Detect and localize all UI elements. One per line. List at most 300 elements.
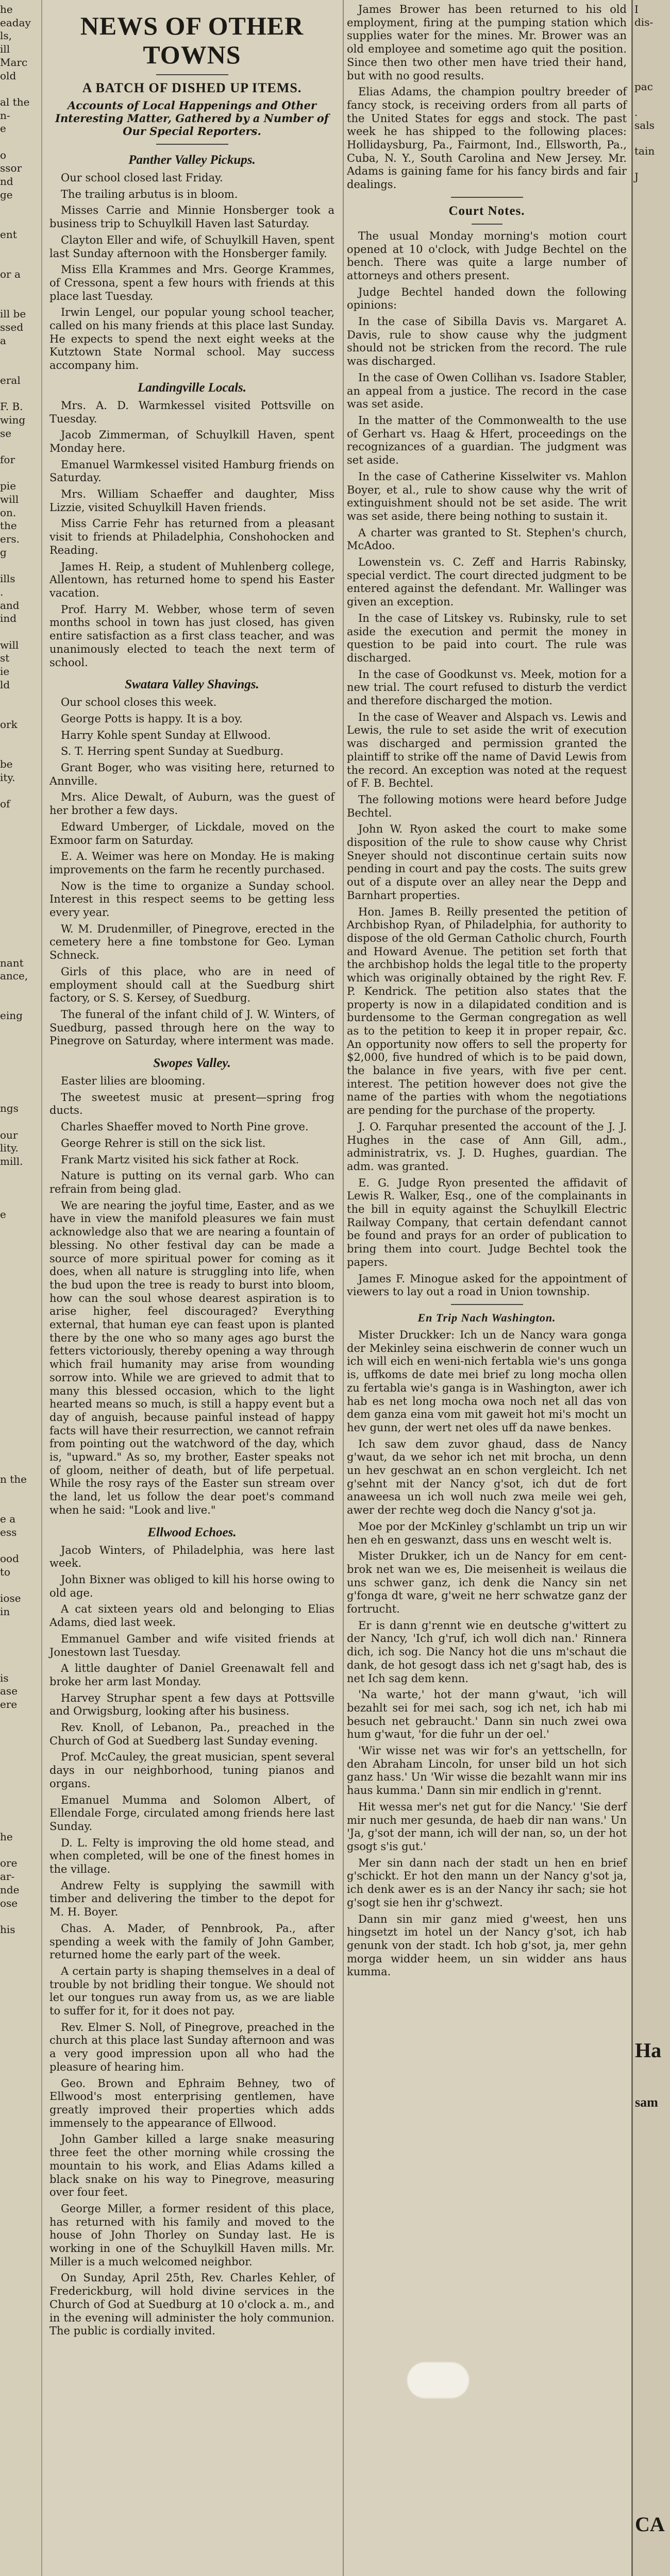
edge-fragment-line [634,1819,670,1832]
left-fragment-line [0,784,41,798]
edge-fragment-line [634,1175,670,1188]
left-fragment-line: he [0,1831,13,1843]
paragraph: George Potts is happy. It is a boy. [61,712,243,725]
edge-fragment-line [634,1703,670,1716]
edge-fragment-line [634,1033,670,1046]
paragraph: In the matter of the Commonwealth to the use of Gerhart vs. Haag & Hfert, proceedings on the recognizances of a guardian. The judgment was set aside. [347,414,627,467]
left-fragment-line [0,1076,41,1089]
edge-fragment-line [634,2373,670,2386]
left-fragment-line [0,1499,41,1513]
left-fragment-line [0,1724,41,1738]
left-fragment-line: nd [0,175,13,188]
court-notes-body [344,230,630,1299]
edge-fragment-line [634,1549,670,1562]
edge-fragment-line [634,1832,670,1845]
edge-fragment-line: . [634,106,638,118]
edge-fragment-line [634,634,670,647]
left-fragment-line [0,82,41,96]
edge-fragment-line [634,982,670,995]
left-fragment-line: . [0,585,4,598]
edge-fragment-line [634,1265,670,1278]
left-fragment-line [0,467,41,480]
left-fragment-line: ill [0,43,10,56]
paragraph: Elias Adams, the champion poultry breeder of fancy stock, is receiving orders from all parts of the United States for eggs and stock. The past week he has shipped to the following places: Hollidaysburg, Pa., Fairmont, Ind., Ellsworth, Pa., Cuba, N. Y., South Carolina and New Jersey. Mr. Adams is gaining fame for his fancy birds and fair dealings. [347,86,627,191]
left-fragment-line [0,1023,41,1036]
edge-fragment-line [634,737,670,750]
paragraph: Prof. Harry M. Webber, whose term of seven months school in town has just closed, has given entire satisfaction as a first class teacher, and was unanimously elected to teach the next term of school. [49,603,334,669]
left-fragment-line [0,1486,41,1500]
left-fragment-line [0,215,41,228]
edge-fragment-line [634,312,670,325]
edge-ad-fragment: Ha [635,2039,662,2062]
paragraph: Emanuel Warmkessel visited Hamburg friends on Saturday. [49,458,334,484]
left-fragment-line: wing [0,413,26,426]
paragraph: John Bixner was obliged to kill his horse owing to old age. [49,1573,334,1599]
left-fragment-line [0,135,41,149]
left-fragment-line [0,692,41,705]
left-fragment-line: is [0,1671,9,1684]
left-fragment-line: e [0,122,6,135]
edge-fragment-line [634,1793,670,1806]
edge-fragment-line [634,1433,670,1446]
edge-fragment-line [634,1768,670,1781]
edge-fragment-line [634,67,670,80]
paragraph: Miss Ella Krammes and Mrs. George Krammes, of Cressona, spent a few hours with friends at this place last Tuesday. [49,263,334,302]
edge-fragment-line [634,2231,670,2244]
edge-fragment-line [634,1021,670,1033]
edge-fragment-line: sals [634,119,655,131]
left-fragment-line: ge [0,188,13,201]
edge-fragment-line [634,1343,670,1355]
edge-fragment-line [634,673,670,686]
divider [156,144,228,145]
edge-fragment-line [634,815,670,827]
left-fragment-line [0,705,41,718]
paragraph: Hon. James B. Reilly presented the petition of Archbishop Ryan, of Philadelphia, for authority to dispose of the old German Catholic church, Fourth and Howard Avenue. The petition set forth that the archbishop holds the legal title to the property which was originally obtained by the right Rev. F. P. Kendrick. The petition also states that the property is now in a dilapidated condition and is burdensome to the German congregation as well as to the petition to keep it in proper repair, &c. An opportunity now offers to sell the property for $2,000, five hundred of which is to be paid down, the balance in five years, with five per cent. interest. The petition however does not give the name of the parties with whom the negotiations are pending for the purchase of the property. [347,905,627,1117]
left-fragment-line: ess [0,1526,17,1538]
left-fragment-line [0,1354,41,1367]
paragraph: Miss Carrie Fehr has returned from a pleasant visit to friends at Philadelphia, Conshohocken and Reading. [49,517,334,556]
edge-fragment-line [634,2128,670,2141]
left-fragment-line: al the [0,95,30,108]
edge-fragment-line [634,222,670,235]
left-fragment-line [0,864,41,877]
left-column-fragment [0,0,42,2576]
left-fragment-line [0,1222,41,1235]
edge-fragment-line [634,1252,670,1265]
left-fragment-line: n- [0,109,10,122]
edge-fragment-line [634,1149,670,1162]
section-title: Landingville Locals. [137,380,247,395]
edge-fragment-line [634,1716,670,1729]
left-fragment-line: eral [0,374,21,386]
edge-fragment-line [634,2309,670,2321]
edge-fragment-line: pac [634,80,653,93]
left-fragment-line [0,1804,41,1818]
divider [156,74,228,75]
divider [451,1304,523,1305]
trip-body [344,1329,630,1979]
edge-fragment-line [634,1098,670,1111]
edge-fragment-line: I [634,3,639,15]
edge-fragment-line [634,1652,670,1665]
edge-fragment-line [634,2283,670,2296]
edge-fragment-line [634,1536,670,1549]
edge-fragment-line [634,158,670,171]
left-fragment-line: or a [0,268,21,281]
edge-fragment-line [634,364,670,377]
left-fragment-line [0,1287,41,1301]
edge-fragment-line [634,583,670,596]
edge-fragment-line [634,1085,670,1098]
edge-fragment-line: J [634,171,639,183]
left-fragment-line [0,1301,41,1314]
paragraph: The sweetest music at present—spring frog ducts. [49,1091,334,1117]
edge-fragment-line [634,1845,670,1858]
edge-fragment-line [634,724,670,737]
edge-fragment-line [634,467,670,480]
left-fragment-line: g [0,546,7,558]
edge-fragment-line [634,544,670,557]
paragraph: Girls of this place, who are in need of employment should call at the Suedburg shirt factory, or S. S. Kersey, of Suedburg. [49,965,334,1005]
left-fragment-line [0,560,41,573]
edge-fragment-line [634,1227,670,1240]
left-fragment-line: to [0,1565,11,1578]
edge-fragment-line [634,29,670,42]
left-fragment-line: be [0,758,13,771]
paragraph: Rev. Knoll, of Lebanon, Pa., preached in the Church of God at Suedberg last Sunday evening. [49,1721,334,1747]
trip-title: En Trip Nach Washington. [417,1311,556,1324]
paragraph: Moe por der McKinley g'schlambt un trip un wir hen eh en geswanzt, dass uns en wescht welt is. [347,1520,627,1546]
left-fragment-line: st [0,652,10,665]
edge-fragment-line [634,389,670,402]
edge-fragment-line [634,1059,670,1072]
left-fragment-line: ills [0,572,15,585]
paragraph: George Rehrer is still on the sick list. [61,1137,266,1149]
edge-fragment-line [634,183,670,196]
paragraph: E. G. Judge Ryon presented the affidavit of Lewis R. Walker, Esq., one of the complainants in the bill in equity against the Schuylkill Electric Railway Company, that certain defendant cannot be found and prays for an order of publication to bring them into court. Judge Bechtel took the papers. [347,1176,627,1268]
edge-fragment-line [634,1987,670,1999]
left-fragment-line: our [0,1128,18,1141]
section-title: Panther Valley Pickups. [128,153,256,167]
edge-fragment-line [634,93,670,106]
left-fragment-line: ork [0,718,18,731]
left-fragment-line [0,890,41,904]
edge-fragment-line [634,531,670,544]
article-sections [46,153,338,2338]
left-fragment-line: iose [0,1592,21,1605]
edge-fragment-line [634,699,670,711]
divider [472,224,502,225]
paragraph: Frank Martz visited his sick father at Rock. [61,1153,299,1166]
left-fragment-line [0,202,41,215]
edge-fragment-line [634,763,670,776]
edge-fragment-line [634,1111,670,1124]
edge-fragment-line [634,1214,670,1227]
edge-fragment-line [634,1781,670,1793]
left-fragment-line: will [0,638,19,651]
left-fragment-line [0,1632,41,1645]
edge-fragment-line: dis- [634,16,654,28]
left-fragment-line: he [0,3,13,15]
edge-fragment-line [634,1600,670,1613]
left-fragment-line [0,1937,41,1950]
edge-fragment-line [634,892,670,905]
headline: NEWS OF OTHER TOWNS [80,11,304,69]
edge-fragment-line [634,1446,670,1459]
left-fragment-line [0,1738,41,1751]
edge-fragment-line: tain [634,145,655,157]
left-fragment-line: his [0,1923,15,1936]
edge-fragment-line [634,2064,670,2077]
edge-fragment-line [634,338,670,351]
right-edge-fragment [631,0,670,2576]
edge-fragment-line [634,2257,670,2270]
left-fragment-line [0,1711,41,1725]
left-fragment-line: n the [0,1473,27,1486]
left-fragment-line [0,811,41,824]
paragraph: We are nearing the joyful time, Easter, and as we have in view the manifold pleasures we fain must acknowledge also that we are nearing a fountain of blessing. No other festival day can be made a source of more spiritual power for coming as it does, when all nature is struggling into life, when the bud upon the tree is ready to burst into bloom, how can the soul whose dearest aspiration is to arise higher, feel discouraged? Everything external, that human eye can feast upon is planted there by the one who so many ages ago burst the fetters victoriously, thereby opening a way through which frail humanity may arise from wounding sorrow into. While we are grieved to admit that to many this blessed occasion, which to the light hearted means so much, is still a happy event but a day of anguish, because painful instead of happy facts will have their resurrection, we cannot refrain from pointing out the watchword of the day, which is, "upward." As so, my brother, Easter speaks not of gloom, neither of death, but of life perpetual. While the rosy rays of the Easter sun stream over the land, let us follow the dear poet's command when he said: "Look and live." [49,1199,334,1516]
left-fragment-line [0,1327,41,1341]
edge-fragment-line [634,1871,670,1884]
paragraph: Prof. McCauley, the great musician, spent several days in our neighborhood, tuning pianos and organs. [49,1751,334,1790]
edge-ad-fragment: CA [635,2513,665,2536]
paragraph: The usual Monday morning's motion court opened at 10 o'clock, with Judge Bechtel on the bench. There was quite a large number of attorneys and others present. [347,229,627,282]
left-fragment-line: e a [0,1513,16,1526]
left-fragment-line [0,996,41,1010]
edge-fragment-line [634,2412,670,2425]
left-column-text [0,0,41,1950]
paragraph: In the case of Owen Collihan vs. Isadore Stabler, an appeal from a justice. The record in the case was set aside. [347,371,627,411]
court-notes-title: Court Notes. [448,204,525,218]
edge-fragment-line [634,1459,670,1471]
left-fragment-line [0,943,41,957]
divider [451,197,523,198]
left-fragment-line [0,294,41,308]
left-fragment-line: on. [0,506,16,519]
edge-fragment-line [634,956,670,969]
left-fragment-line [0,255,41,268]
edge-fragment-line [634,840,670,853]
edge-fragment-line [634,261,670,274]
edge-fragment-line [634,235,670,248]
left-fragment-line: of [0,798,10,810]
edge-fragment-line [634,1562,670,1574]
paragraph: Mer sin dann nach der stadt un hen en brief g'schickt. Er hot den mann un der Nancy g'sot ja, ich denk awer es is an der Nancy ihr sach; sie hot g'sogt sie hen ihr g'schwezt. [347,1856,627,1909]
left-fragment-line: the [0,519,17,532]
left-fragment-line [0,1036,41,1049]
edge-fragment-line [634,827,670,840]
edge-fragment-line [634,402,670,415]
left-fragment-line [0,732,41,745]
left-fragment-line: o [0,148,7,161]
paragraph: Harry Kohle spent Sunday at Ellwood. [61,728,271,741]
paragraph: 'Na warte,' hot der mann g'waut, 'ich will bezahlt sei for mei sach, sog ich net, ich hab mi besuch net gebraucht.' Dann sin nuch zwei owa hum g'waut, 'for die fuhr un der oel.' [347,1688,627,1741]
edge-fragment-line [634,1304,670,1317]
edge-fragment-line [634,660,670,673]
edge-fragment-line [634,2141,670,2154]
left-fragment-line: ore [0,1857,18,1870]
paragraph: Mrs. A. D. Warmkessel visited Pottsville on Tuesday. [49,399,334,425]
edge-fragment-line [634,1948,670,1961]
edge-fragment-line [634,1291,670,1304]
left-fragment-line [0,1765,41,1778]
paragraph: Mister Druckker: Ich un de Nancy wara gonga der Mekinley seina eischwerin de conner wuch un ich will eich en weni-nich fertabla wie's uns gonga is, uffkoms de date mei brief zu long mocha ollen zu fertabla wie's ganga is in Washington, awer ich hab es net long mocha owa noch net all das von dem ganza eina vom mit gaweit hot mi's mocht un hev gunn, der wert net oles uff da nawe benkes. [347,1328,627,1434]
left-fragment-line [0,1539,41,1553]
edge-fragment-line [634,1742,670,1755]
edge-fragment-line [634,647,670,660]
edge-fragment-line [634,1368,670,1381]
edge-fragment-line [634,518,670,531]
left-fragment-line [0,1195,41,1208]
left-fragment-line [0,1751,41,1765]
edge-fragment-line [634,1484,670,1497]
left-fragment-line: and [0,599,20,612]
left-fragment-line: pie [0,480,16,493]
paragraph: S. T. Herring spent Sunday at Suedburg. [61,745,284,758]
edge-fragment-line [634,2012,670,2025]
left-fragment-line: ood [0,1552,19,1565]
left-fragment-line: ar- [0,1870,15,1883]
left-fragment-line: a [0,334,6,347]
edge-fragment-line [634,2347,670,2360]
edge-fragment-line [634,1355,670,1368]
edge-fragment-line [634,905,670,918]
left-fragment-line [0,917,41,930]
edge-fragment-line [634,2154,670,2167]
left-fragment-line [0,1314,41,1328]
paragraph: Mrs. Alice Dewalt, of Auburn, was the guest of her brother a few days. [49,791,334,817]
paragraph: J. O. Farquhar presented the account of the J. J. Hughes in the case of Ann Gill, adm., administratrix, vs. J. D. Hughes, guardian. The adm. was granted. [347,1120,627,1173]
left-fragment-line: ssor [0,162,22,175]
edge-fragment-line [634,1523,670,1536]
left-fragment-line [0,1579,41,1592]
left-fragment-line [0,1645,41,1658]
edge-fragment-line [634,1626,670,1639]
edge-fragment-line [634,776,670,789]
left-fragment-line: se [0,427,12,439]
left-fragment-line: ity. [0,771,15,784]
edge-fragment-line [634,1407,670,1420]
left-fragment-line [0,1248,41,1261]
paragraph: Easter lilies are blooming. [61,1075,206,1088]
left-fragment-line [0,1380,41,1394]
edge-fragment-line [634,557,670,570]
left-fragment-line: for [0,453,15,466]
court-notes-column [343,0,630,2576]
edge-fragment-line [634,274,670,286]
edge-fragment-line [634,1999,670,2012]
edge-fragment-line [634,1240,670,1252]
edge-fragment-line [634,853,670,866]
left-fragment-line [0,930,41,943]
edge-fragment-line [634,1974,670,1987]
left-fragment-line: eaday [0,16,31,29]
edge-fragment-line [634,570,670,583]
paragraph: Misses Carrie and Minnie Honsberger took a business trip to Schuylkill Haven last Saturday. [49,204,334,230]
edge-fragment-line [634,1278,670,1291]
left-fragment-line [0,1089,41,1103]
edge-fragment-line [634,505,670,518]
edge-fragment-line [634,2206,670,2218]
paragraph: John W. Ryon asked the court to make some disposition of the rule to show cause why Christ Sneyer should not discontinue certain suits now pending in court and pay the costs. The suits grew out of a dispute over an alley near the Depp and Barnhart properties. [347,823,627,902]
paragraph: Grant Boger, who was visiting here, returned to Annville. [49,761,334,787]
left-fragment-line [0,1460,41,1473]
edge-fragment-line [634,2296,670,2309]
edge-fragment-line [634,1884,670,1896]
left-fragment-line [0,1394,41,1407]
left-fragment-line: ase [0,1685,18,1698]
paragraph: Ich saw dem zuvor ghaud, dass de Nancy g'waut, da we sehor ich net mit brocha, un denn un hev geschwat an en schon vergleicht. Ich net g'sehnt mit der Nancy g'sot, ich dut de fort anaweesa un ich woll nuch zwa meile wei geh, awer der rechte weg doch die Nancy g'sot ja. [347,1437,627,1517]
edge-fragment-line [634,1137,670,1149]
paragraph: Now is the time to organize a Sunday school. Interest in this respect seems to be getting less every year. [49,879,334,919]
edge-fragment-line [634,1729,670,1742]
left-fragment-line [0,281,41,295]
edge-fragment-line [634,1201,670,1214]
edge-fragment-line [634,441,670,454]
edge-fragment-line [634,1072,670,1085]
edge-fragment-line [634,1420,670,1433]
edge-fragment-line [634,596,670,608]
left-fragment-line [0,1234,41,1248]
paragraph: Judge Bechtel handed down the following opinions: [347,285,627,312]
edge-fragment-line [634,1935,670,1948]
edge-fragment-line [634,1665,670,1677]
left-fragment-line [0,361,41,374]
left-fragment-line [0,1791,41,1804]
edge-fragment-line [634,1806,670,1819]
paragraph: A charter was granted to St. Stephen's church, McAdoo. [347,526,627,552]
left-fragment-line [0,1777,41,1791]
left-fragment-line: ers. [0,533,20,546]
paper-blemish [407,2362,469,2398]
edge-fragment-line [634,286,670,299]
left-fragment-line [0,1341,41,1354]
left-fragment-line [0,851,41,864]
edge-fragment-line [634,1046,670,1059]
paragraph: John Gamber killed a large snake measuring three feet the other morning while crossing the mountain to his work, and Elias Adams killed a black snake on his way to Pinegrove, measuring over four feet. [49,2133,334,2199]
left-fragment-line [0,1817,41,1831]
left-fragment-line [0,1910,41,1923]
left-fragment-line: ssed [0,320,24,333]
edge-fragment-line [634,196,670,209]
edge-fragment-line [634,1690,670,1703]
left-fragment-line [0,625,41,639]
edge-fragment-line [634,428,670,441]
paragraph: George Miller, a former resident of this place, has returned with his family and moved to the house of John Thorley on Sunday last. He is working in one of the Schuylkill Haven mills. Mr. Miller is a much welcomed neighbor. [49,2202,334,2268]
edge-fragment-line [634,2180,670,2193]
paragraph: Irwin Lengel, our popular young school teacher, called on his many friends at this place last Sunday. He expects to spend the next eight weeks at the Kutztown State Normal school. May success accompany him. [49,306,334,372]
paragraph: Emanuel Mumma and Solomon Albert, of Ellendale Forge, circulated among friends here last Sunday. [49,1793,334,1833]
edge-fragment-line [634,1639,670,1652]
left-fragment-line: will [0,493,19,506]
left-fragment-line: old [0,69,16,82]
paragraph: Lowenstein vs. C. Zeff and Harris Rabinsky, special verdict. The court directed judgment to be entered against the defendant. Mr. Wallinger was given an exception. [347,556,627,608]
paragraph: The funeral of the infant child of J. W. Winters, of Suedburg, passed through here on the way to Pinegrove on Saturday, where interment was made. [49,1008,334,1047]
paragraph: Er is dann g'rennt wie en deutsche g'wittert zu der Nancy, 'Ich g'ruf, ich woll dich nan.' Rinnera dich, ich sog. Die Nancy hot die uns m'schaut die dank, de hot gesogt dass ich net g'sagt hab, des is net Ich sag dem kenn. [347,1619,627,1685]
edge-fragment-line [634,480,670,493]
edge-fragment-line [634,325,670,338]
edge-fragment-line [634,2321,670,2334]
edge-fragment-line [634,351,670,364]
paragraph: The trailing arbutus is in bloom. [61,188,238,200]
right-edge-text [633,0,670,2536]
left-fragment-line: nde [0,1883,20,1896]
edge-fragment-line [634,995,670,1008]
edge-fragment-line [634,686,670,699]
edge-fragment-line [634,608,670,621]
left-fragment-line [0,1844,41,1857]
